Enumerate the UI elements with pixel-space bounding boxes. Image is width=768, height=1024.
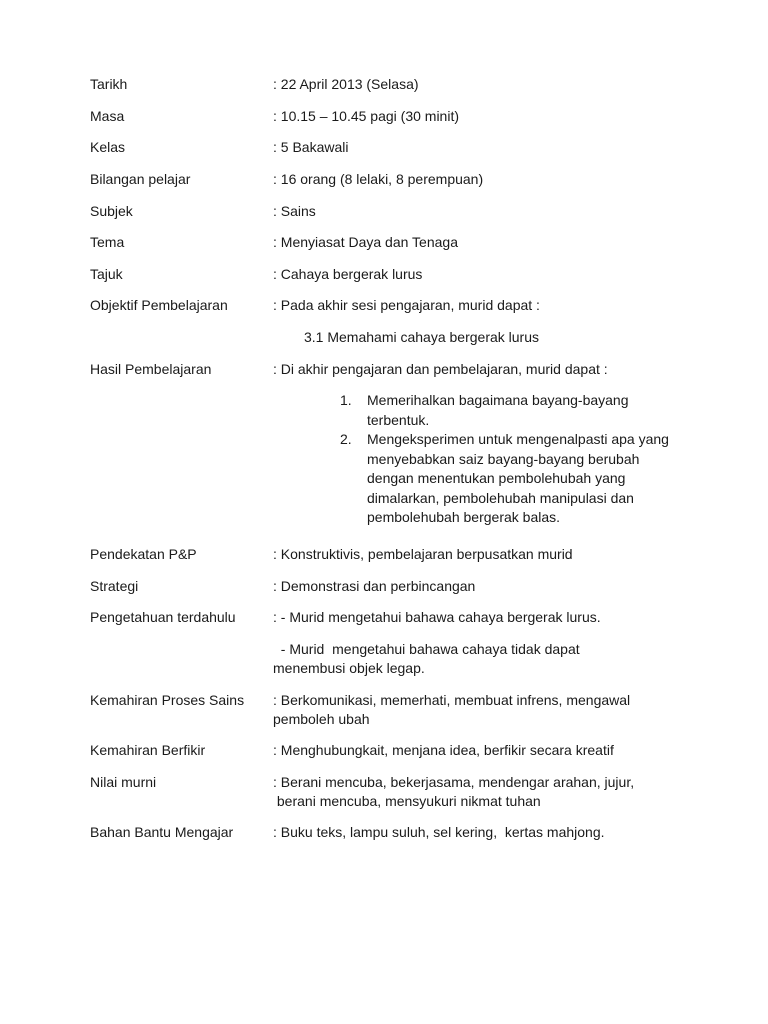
hasil-value: : Di akhir pengajaran dan pembelajaran, murid dapat : (273, 361, 608, 377)
subjek-label: Subjek (90, 203, 133, 219)
subjek-value: : Sains (273, 203, 316, 219)
hasil-label: Hasil Pembelajaran (90, 361, 212, 377)
tajuk-value: : Cahaya bergerak lurus (273, 266, 423, 282)
bilangan-value: : 16 orang (8 lelaki, 8 perempuan) (273, 171, 484, 187)
pendekatan-value: : Konstruktivis, pembelajaran berpusatkan murid (273, 546, 573, 562)
tema-label: Tema (90, 234, 125, 250)
kemahiran-berfikir-value: : Menghubungkait, menjana idea, berfikir secara kreatif (273, 742, 614, 758)
bilangan-label: Bilangan pelajar (90, 171, 191, 187)
strategi-label: Strategi (90, 578, 139, 594)
objektif-value: : Pada akhir sesi pengajaran, murid dapat : (273, 297, 540, 313)
bahan-value: : Buku teks, lampu suluh, sel kering, kertas mahjong. (273, 824, 605, 840)
strategi-value: : Demonstrasi dan perbincangan (273, 578, 476, 594)
hasil-item-number: 1. (340, 392, 352, 408)
hasil-item-text: Memerihalkan bagaimana bayang-bayang terbentuk. (367, 392, 629, 428)
tarikh-label: Tarikh (90, 76, 128, 92)
hasil-item-text: Mengeksperimen untuk mengenalpasti apa yang menyebabkan saiz bayang-bayang berubah dengan menentukan pembolehubah yang dimalarkan, pembolehubah manipulasi dan pembolehubah bergerak balas. (367, 431, 669, 525)
kelas-label: Kelas (90, 139, 126, 155)
pendekatan-label: Pendekatan P&P (90, 546, 197, 562)
pengetahuan-label: Pengetahuan terdahulu (90, 609, 236, 625)
hasil-item-number: 2. (340, 431, 352, 447)
kemahiran-proses-value-line-1: : Berkomunikasi, memerhati, membuat infrens, mengawal (273, 692, 631, 708)
nilai-label: Nilai murni (90, 774, 157, 790)
hasil-item (340, 391, 680, 430)
pengetahuan-value-2-line-1: - Murid mengetahui bahawa cahaya tidak dapat (273, 641, 580, 657)
masa-value: : 10.15 – 10.45 pagi (30 minit) (273, 108, 460, 124)
kemahiran-proses-label: Kemahiran Proses Sains (90, 692, 245, 708)
pengetahuan-value: : - Murid mengetahui bahawa cahaya bergerak lurus. (273, 609, 601, 625)
objektif-sub: 3.1 Memahami cahaya bergerak lurus (304, 329, 540, 345)
kemahiran-proses-value-line-2: pemboleh ubah (273, 711, 370, 727)
nilai-value-line-2: berani mencuba, mensyukuri nikmat tuhan (273, 793, 541, 809)
hasil-item (340, 430, 680, 528)
objektif-label: Objektif Pembelajaran (90, 297, 228, 313)
tema-value: : Menyiasat Daya dan Tenaga (273, 234, 458, 250)
kelas-value: : 5 Bakawali (273, 139, 349, 155)
tajuk-label: Tajuk (90, 266, 123, 282)
bahan-label: Bahan Bantu Mengajar (90, 824, 234, 840)
kemahiran-berfikir-label: Kemahiran Berfikir (90, 742, 206, 758)
masa-label: Masa (90, 108, 125, 124)
pengetahuan-value-2-line-2: menembusi objek legap. (273, 660, 425, 676)
tarikh-value: : 22 April 2013 (Selasa) (273, 76, 419, 92)
nilai-value-line-1: : Berani mencuba, bekerjasama, mendengar arahan, jujur, (273, 774, 635, 790)
